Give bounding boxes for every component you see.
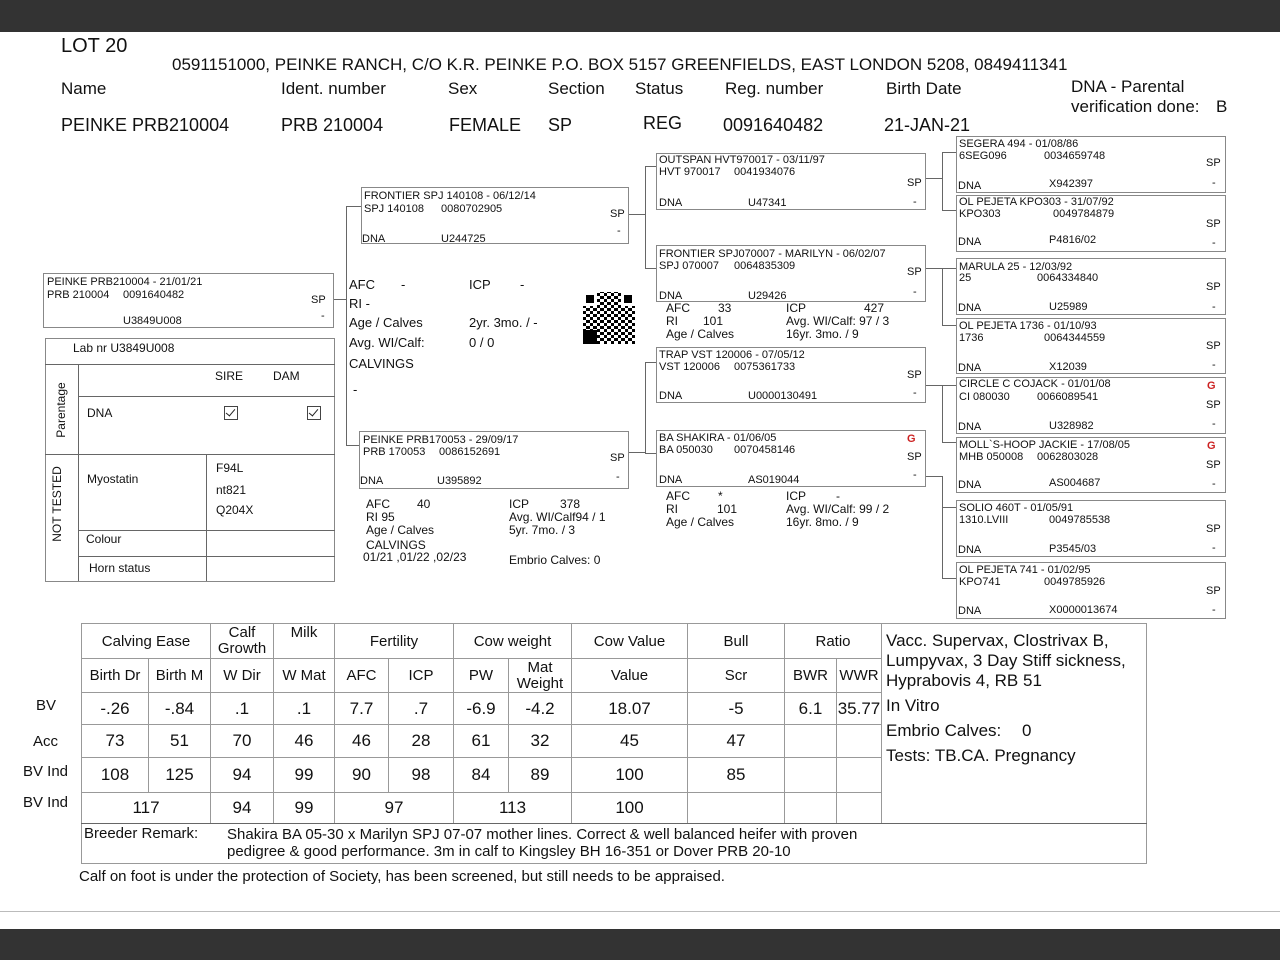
value-name: PEINKE PRB210004	[61, 115, 230, 135]
acc-row	[82, 725, 882, 758]
parentage-dam-header: DAM	[273, 369, 300, 383]
gp-afc-value: *	[718, 489, 723, 503]
qr-code-icon[interactable]	[583, 292, 635, 344]
ggp-reg: 0064344559	[1044, 332, 1106, 344]
gp-afc-value: 33	[718, 301, 732, 315]
gp-dash: -	[913, 469, 917, 481]
ggp-reg: 0062803028	[1037, 451, 1099, 463]
ggp-section: SP	[1206, 459, 1221, 471]
gp-reg: 0064835309	[734, 260, 796, 272]
sire-ident: SPJ 140108	[364, 203, 424, 215]
dam-icp-label: ICP	[509, 497, 530, 511]
bv-row	[82, 693, 882, 725]
dam-title: PEINKE PRB170053 - 29/09/17	[363, 434, 519, 446]
table-cell: 35.77	[837, 693, 882, 725]
not-tested-side-label: NOT TESTED	[50, 466, 64, 542]
ggp-dna-label: DNA	[958, 302, 982, 314]
animal-age-label: Age / Calves	[349, 315, 423, 330]
owner-line: 0591151000, PEINKE RANCH, C/O K.R. PEINKE P.O. BOX 5157 GREENFIELDS, EAST LONDON 5208, 0849411341	[172, 55, 1068, 74]
ggp-title: SEGERA 494 - 01/08/86	[959, 138, 1079, 150]
dam-dash: -	[616, 471, 620, 483]
label-status: Status	[635, 79, 684, 98]
col-birth-dr: Birth Dr	[82, 659, 149, 693]
ggp-dna-value: U328982	[1049, 420, 1094, 432]
ggp-dash: -	[1212, 359, 1216, 371]
ggp-dna-value: AS004687	[1049, 477, 1101, 489]
ggp-dash: -	[1212, 418, 1216, 430]
gp-age-label: Age / Calves	[666, 327, 735, 341]
horn-status-label: Horn status	[89, 561, 151, 575]
myostatin-nt821: nt821	[216, 483, 247, 497]
great-grandparent-box	[956, 562, 1226, 619]
gp-dna-value: U47341	[748, 197, 787, 209]
genetics-logo-icon: G	[1207, 440, 1216, 452]
gp-age-value: 16yr. 8mo. / 9	[786, 515, 859, 529]
table-cell: -4.2	[509, 693, 572, 725]
gp-icp-label: ICP	[786, 489, 807, 503]
ggp-title: OL PEJETA 1736 - 01/10/93	[959, 320, 1097, 332]
table-cell: 61	[454, 725, 509, 758]
table-cell: 84	[454, 758, 509, 793]
ggp-ident: 25	[959, 272, 972, 284]
calf-growth-l1: Calf	[228, 624, 256, 641]
row-label-bv-ind-2: BV Ind	[23, 794, 69, 811]
table-cell: 7.7	[335, 693, 389, 725]
ggp-title: OL PEJETA 741 - 01/02/95	[959, 564, 1091, 576]
table-cell: 18.07	[572, 693, 688, 725]
ggp-ident: KPO303	[959, 208, 1001, 220]
gp-title: BA SHAKIRA - 01/06/05	[659, 432, 777, 444]
gp-dna-value: U29426	[748, 290, 787, 302]
ggp-title: CIRCLE C COJACK - 01/01/08	[959, 378, 1111, 390]
myostatin-label: Myostatin	[87, 472, 139, 486]
ggp-title: SOLIO 460T - 01/05/91	[959, 502, 1074, 514]
animal-dash: -	[321, 310, 325, 322]
gp-dna-value: U0000130491	[748, 390, 818, 402]
ggp-dna-value: P3545/03	[1049, 543, 1097, 555]
dam-dna-value: U395892	[437, 475, 482, 487]
gp-age-label: Age / Calves	[666, 515, 735, 529]
ggp-ident: CI 080030	[959, 391, 1010, 403]
label-reg: Reg. number	[725, 79, 824, 98]
table-cell	[785, 758, 837, 793]
value-ident: PRB 210004	[281, 115, 384, 135]
sire-title: FRONTIER SPJ 140108 - 06/12/14	[364, 190, 536, 202]
ggp-section: SP	[1206, 523, 1221, 535]
gp-afc-label: AFC	[666, 489, 690, 503]
bottom-bar	[0, 929, 1280, 960]
sire-reg: 0080702905	[441, 203, 503, 215]
label-birth: Birth Date	[886, 79, 962, 98]
ggp-dna-value: X12039	[1049, 361, 1087, 373]
grandparent-box	[656, 347, 926, 403]
great-grandparent-box	[956, 258, 1226, 315]
sire-dash: -	[617, 225, 621, 237]
gp-dash: -	[913, 387, 917, 399]
genetics-logo-icon: G	[1207, 380, 1216, 392]
animal-icp-label: ICP	[469, 277, 491, 292]
grandparent-box	[656, 430, 926, 487]
gp-section: SP	[907, 369, 922, 381]
lot-number: LOT 20	[61, 35, 128, 57]
animal-title: PEINKE PRB210004 - 21/01/21	[47, 276, 203, 288]
label-section: Section	[548, 79, 605, 98]
gp-avg: Avg. WI/Calf: 97 / 3	[786, 314, 890, 328]
group-calf-growth	[211, 624, 274, 659]
sire-dna-checkbox-icon	[224, 406, 238, 420]
group-bull: Bull	[688, 624, 785, 659]
ggp-title: MARULA 25 - 12/03/92	[959, 261, 1073, 273]
ggp-section: SP	[1206, 157, 1221, 169]
sire-dna-value: U244725	[441, 233, 486, 245]
label-ident: Ident. number	[281, 79, 386, 98]
myostatin-f94l: F94L	[216, 461, 244, 475]
table-cell: 73	[82, 725, 149, 758]
dam-ri: RI 95	[366, 510, 395, 524]
group-cow-weight: Cow weight	[454, 624, 572, 659]
grandparent-box	[656, 153, 926, 210]
col-pw: PW	[454, 659, 509, 693]
gp-reg: 0041934076	[734, 166, 796, 178]
ggp-dna-label: DNA	[958, 605, 982, 617]
genetics-logo-icon: G	[907, 433, 916, 445]
col-bwr: BWR	[785, 659, 837, 693]
label-dna-2: verification done:	[1071, 97, 1200, 116]
table-cell	[688, 793, 785, 824]
dam-avg: Avg. WI/Calf94 / 1	[509, 510, 606, 524]
label-name: Name	[61, 79, 107, 98]
table-cell	[785, 793, 837, 824]
table-cell: 85	[688, 758, 785, 793]
ggp-section: SP	[1206, 218, 1221, 230]
table-cell: 99	[274, 758, 335, 793]
gp-ident: VST 120006	[659, 361, 720, 373]
ggp-dna-label: DNA	[958, 421, 982, 433]
table-cell: -6.9	[454, 693, 509, 725]
table-cell: 113	[454, 793, 572, 824]
parentage-sire-header: SIRE	[215, 369, 244, 383]
calf-growth-l2: Growth	[217, 640, 267, 657]
gp-ri-value: 101	[717, 502, 738, 516]
table-cell: 125	[149, 758, 211, 793]
table-cell: 89	[509, 758, 572, 793]
col-mat-weight	[509, 659, 572, 693]
dam-calvings-value: 01/21 ,01/22 ,02/23	[363, 550, 467, 564]
gp-age-value: 16yr. 3mo. / 9	[786, 327, 859, 341]
value-section: SP	[548, 115, 573, 135]
performance-table	[81, 623, 882, 824]
ggp-ident: 6SEG096	[959, 150, 1007, 162]
great-grandparent-box	[956, 195, 1226, 252]
in-vitro: In Vitro	[886, 696, 940, 715]
animal-calvings-label: CALVINGS	[349, 356, 414, 371]
gp-title: TRAP VST 120006 - 07/05/12	[659, 349, 805, 361]
dam-embrio: Embrio Calves: 0	[509, 553, 601, 567]
table-cell: 70	[211, 725, 274, 758]
col-afc: AFC	[335, 659, 389, 693]
col-icp: ICP	[389, 659, 454, 693]
dam-dna-label: DNA	[360, 475, 384, 487]
dam-icp-value: 378	[560, 497, 581, 511]
ggp-ident: 1310.LVIII	[959, 514, 1009, 526]
ggp-ident: MHB 050008	[959, 451, 1024, 463]
table-cell: 6.1	[785, 693, 837, 725]
gp-icp-value: -	[836, 489, 840, 503]
ggp-dna-label: DNA	[958, 544, 982, 556]
ggp-reg: 0049785538	[1049, 514, 1111, 526]
ggp-title: OL PEJETA KPO303 - 31/07/92	[959, 196, 1114, 208]
dam-reg: 0086152691	[439, 446, 501, 458]
ggp-reg: 0049784879	[1053, 208, 1115, 220]
great-grandparent-box	[956, 437, 1226, 493]
animal-age-value: 2yr. 3mo. / -	[469, 315, 538, 330]
embrio-calves-label: Embrio Calves:	[886, 721, 1002, 740]
value-sex: FEMALE	[449, 115, 522, 135]
table-cell: -.84	[149, 693, 211, 725]
gp-reg: 0070458146	[734, 444, 796, 456]
breeder-remark-line2: pedigree & good performance. 3m in calf to Kingsley BH 16-351 or Dover PRB 20-10	[227, 843, 791, 860]
ggp-ident: KPO741	[959, 576, 1001, 588]
dam-box	[359, 431, 629, 489]
ggp-dash: -	[1212, 542, 1216, 554]
table-cell: 117	[82, 793, 211, 824]
vaccination-line2: Lumpyvax, 3 Day Stiff sickness,	[886, 651, 1126, 670]
group-fertility: Fertility	[335, 624, 454, 659]
animal-avg-label: Avg. WI/Calf:	[349, 335, 425, 350]
table-cell: 97	[335, 793, 454, 824]
great-grandparent-box	[956, 136, 1226, 193]
dam-age-value: 5yr. 7mo. / 3	[509, 523, 576, 537]
table-cell: 90	[335, 758, 389, 793]
table-cell: .7	[389, 693, 454, 725]
gp-dna-label: DNA	[659, 197, 683, 209]
table-cell	[837, 725, 882, 758]
sire-dna-label: DNA	[362, 233, 386, 245]
gp-icp-label: ICP	[786, 301, 807, 315]
gp-title: FRONTIER SPJ070007 - MARILYN - 06/02/07	[659, 248, 886, 260]
gp-ri-value: 101	[703, 314, 724, 328]
label-dna-1: DNA - Parental	[1071, 77, 1185, 96]
animal-calvings-value: -	[353, 382, 358, 397]
vaccination-line3: Hyprabovis 4, RB 51	[886, 671, 1042, 690]
sire-box	[361, 187, 629, 244]
myostatin-q204x: Q204X	[216, 503, 254, 517]
col-scr: Scr	[688, 659, 785, 693]
ggp-section: SP	[1206, 281, 1221, 293]
parentage-dna-label: DNA	[87, 406, 113, 420]
tests: Tests: TB.CA. Pregnancy	[886, 746, 1076, 765]
row-label-acc: Acc	[33, 733, 59, 750]
animal-afc-label: AFC	[349, 277, 375, 292]
great-grandparent-box	[956, 377, 1226, 434]
table-cell: 94	[211, 758, 274, 793]
gp-section: SP	[907, 451, 922, 463]
gp-avg: Avg. WI/Calf: 99 / 2	[786, 502, 890, 516]
ggp-section: SP	[1206, 399, 1221, 411]
gp-afc-label: AFC	[666, 301, 690, 315]
col-birth-m: Birth M	[149, 659, 211, 693]
mat-weight-l2: Weight	[516, 674, 564, 692]
ggp-reg: 0049785926	[1044, 576, 1106, 588]
gp-ident: SPJ 070007	[659, 260, 719, 272]
embrio-calves-value: 0	[1022, 721, 1032, 740]
gp-reg: 0075361733	[734, 361, 796, 373]
ggp-dash: -	[1212, 604, 1216, 616]
ggp-dna-label: DNA	[958, 236, 982, 248]
gp-title: OUTSPAN HVT970017 - 03/11/97	[659, 154, 825, 166]
ggp-dna-label: DNA	[958, 479, 982, 491]
animal-avg-value: 0 / 0	[469, 335, 495, 350]
group-cow-value: Cow Value	[572, 624, 688, 659]
table-cell	[837, 793, 882, 824]
gp-section: SP	[907, 266, 922, 278]
table-cell: .1	[274, 693, 335, 725]
table-cell: .1	[211, 693, 274, 725]
ggp-reg: 0064334840	[1037, 272, 1099, 284]
ggp-reg: 0066089541	[1037, 391, 1099, 403]
col-wwr: WWR	[837, 659, 882, 693]
ggp-dna-label: DNA	[958, 362, 982, 374]
gp-dna-label: DNA	[659, 474, 683, 486]
ggp-section: SP	[1206, 585, 1221, 597]
animal-reg: 0091640482	[123, 289, 185, 301]
animal-section: SP	[311, 294, 326, 306]
top-bar	[0, 0, 1280, 32]
col-w-dir: W Dir	[211, 659, 274, 693]
ggp-dna-label: DNA	[958, 180, 982, 192]
parentage-lab: Lab nr U3849U008	[73, 341, 175, 355]
table-cell: 46	[335, 725, 389, 758]
group-ratio: Ratio	[785, 624, 882, 659]
parentage-side-label: Parentage	[54, 382, 68, 438]
dam-age-label: Age / Calves	[366, 523, 435, 537]
table-cell: 28	[389, 725, 454, 758]
ggp-section: SP	[1206, 340, 1221, 352]
value-reg: 0091640482	[723, 115, 824, 135]
table-cell: 108	[82, 758, 149, 793]
value-birth: 21-JAN-21	[884, 115, 971, 135]
table-cell	[785, 725, 837, 758]
gp-ri-label: RI	[666, 502, 678, 516]
gp-dash: -	[913, 286, 917, 298]
ggp-dna-value: U25989	[1049, 301, 1088, 313]
gp-dna-label: DNA	[659, 390, 683, 402]
label-sex: Sex	[448, 79, 478, 98]
gp-ident: HVT 970017	[659, 166, 721, 178]
table-cell: -.26	[82, 693, 149, 725]
value-status: REG	[643, 113, 683, 133]
dna-code: B	[1216, 97, 1228, 116]
dam-calvings-label: CALVINGS	[366, 538, 426, 552]
ggp-dash: -	[1212, 478, 1216, 490]
sire-section: SP	[610, 208, 625, 220]
vaccination-line1: Vacc. Supervax, Clostrivax B,	[886, 631, 1109, 650]
great-grandparent-box	[956, 318, 1226, 374]
ggp-dash: -	[1212, 301, 1216, 313]
bv-ind-group-row	[82, 793, 882, 824]
gp-icp-value: 427	[864, 301, 885, 315]
dam-section: SP	[610, 452, 625, 464]
dam-afc-label: AFC	[366, 497, 390, 511]
table-cell: 100	[572, 758, 688, 793]
table-cell	[837, 758, 882, 793]
table-cell: 47	[688, 725, 785, 758]
table-cell: 45	[572, 725, 688, 758]
animal-lab: U3849U008	[123, 315, 182, 327]
table-cell: 100	[572, 793, 688, 824]
animal-afc-value: -	[401, 277, 406, 292]
gp-ri-label: RI	[666, 314, 678, 328]
dam-ident: PRB 170053	[363, 446, 426, 458]
table-cell: 46	[274, 725, 335, 758]
gp-dna-value: AS019044	[748, 474, 800, 486]
gp-dna-label: DNA	[659, 290, 683, 302]
ggp-dna-value: P4816/02	[1049, 234, 1097, 246]
animal-icp-value: -	[520, 277, 525, 292]
col-value: Value	[572, 659, 688, 693]
gp-ident: BA 050030	[659, 444, 713, 456]
colour-label: Colour	[86, 532, 122, 546]
animal-ri: RI -	[349, 296, 370, 311]
breeder-remark-label: Breeder Remark:	[84, 825, 199, 842]
table-cell: 99	[274, 793, 335, 824]
table-cell: 51	[149, 725, 211, 758]
ggp-ident: 1736	[959, 332, 984, 344]
table-cell: 32	[509, 725, 572, 758]
row-label-bv-ind: BV Ind	[23, 763, 69, 780]
ggp-reg: 0034659748	[1044, 150, 1106, 162]
col-w-mat: W Mat	[274, 659, 335, 693]
gp-dash: -	[913, 196, 917, 208]
grandparent-box	[656, 245, 926, 302]
ggp-dna-value: X0000013674	[1049, 604, 1118, 616]
row-label-bv: BV	[36, 697, 57, 714]
great-grandparent-box	[956, 500, 1226, 557]
group-calving-ease: Calving Ease	[82, 624, 211, 659]
mat-weight-l1: Mat	[527, 658, 553, 676]
group-milk: Milk	[274, 624, 335, 659]
table-cell: 94	[211, 793, 274, 824]
footer-note: Calf on foot is under the protection of Society, has been screened, but still needs to be appraised.	[79, 868, 725, 885]
bv-ind-row	[82, 758, 882, 793]
gp-section: SP	[907, 177, 922, 189]
ggp-dna-value: X942397	[1049, 178, 1094, 190]
animal-box	[43, 273, 334, 328]
dam-dna-checkbox-icon	[307, 406, 321, 420]
table-cell: 98	[389, 758, 454, 793]
animal-ident: PRB 210004	[47, 289, 110, 301]
ggp-title: MOLL`S-HOOP JACKIE - 17/08/05	[959, 439, 1130, 451]
ggp-dash: -	[1212, 177, 1216, 189]
breeder-remark-line1: Shakira BA 05-30 x Marilyn SPJ 07-07 mother lines. Correct & well balanced heifer with proven	[227, 826, 858, 843]
ggp-dash: -	[1212, 237, 1216, 249]
dam-afc-value: 40	[417, 497, 431, 511]
table-cell: -5	[688, 693, 785, 725]
